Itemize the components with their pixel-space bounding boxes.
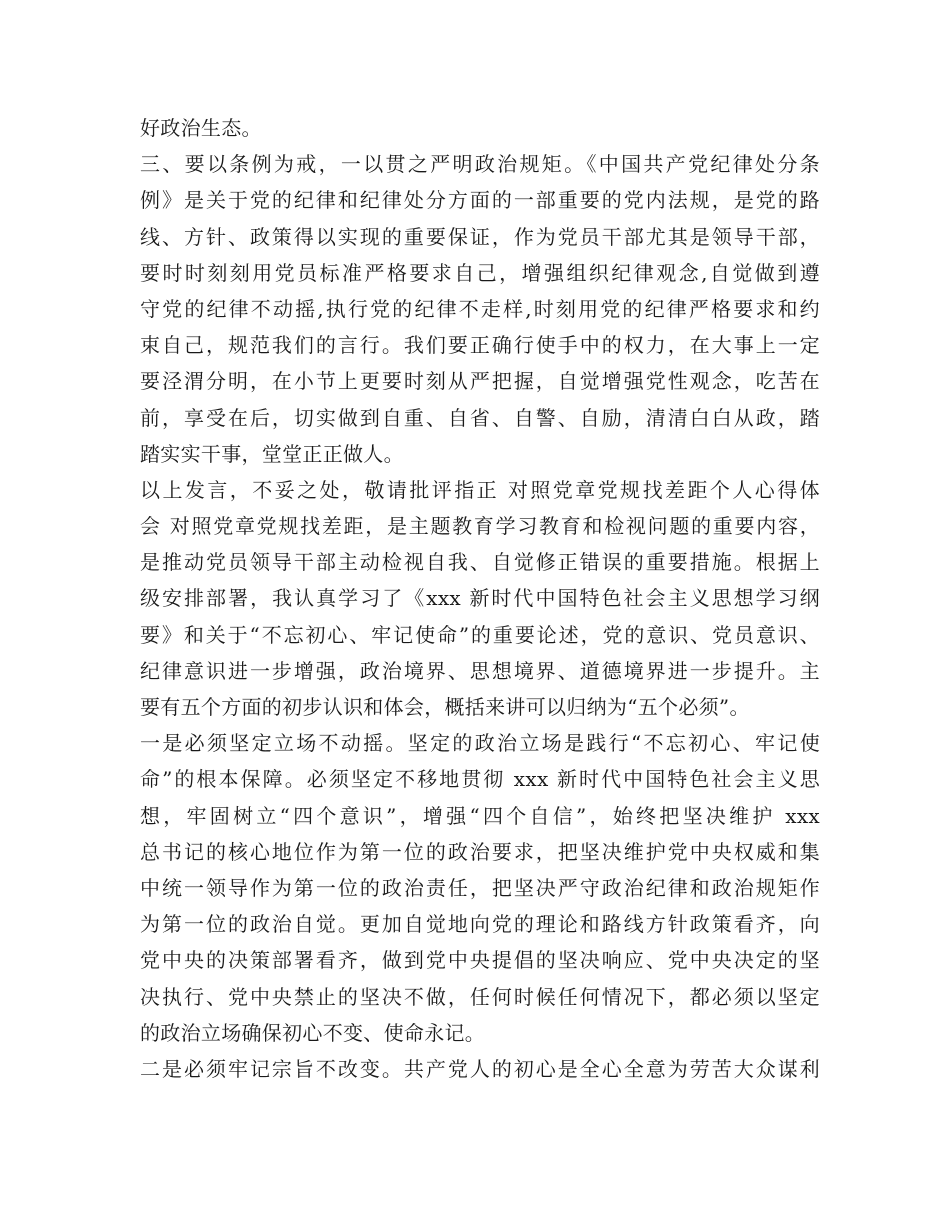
- text-line: 守党的纪律不动摇,执行党的纪律不走样,时刻用党的纪律严格要求和约: [140, 296, 820, 321]
- text-line: 要时时刻刻用党员标准严格要求自己，增强组织纪律观念,自觉做到遵: [140, 260, 820, 285]
- text-line: 三、要以条例为戒，一以贯之严明政治规矩。《中国共产党纪律处分条: [140, 152, 820, 177]
- text-line: 束自己，规范我们的言行。我们要正确行使手中的权力，在大事上一定: [140, 333, 820, 358]
- text-line: 为第一位的政治自觉。更加自觉地向党的理论和路线方针政策看齐，向: [140, 912, 820, 937]
- text-line: 例》是关于党的纪律和纪律处分方面的一部重要的党内法规，是党的路: [140, 188, 820, 213]
- text-line: 二是必须牢记宗旨不改变。共产党人的初心是全心全意为劳苦大众谋利: [140, 1056, 820, 1081]
- text-line: 要泾渭分明，在小节上更要时刻从严把握，自觉增强党性观念，吃苦在: [140, 369, 820, 394]
- text-line: 级安排部署，我认真学习了《xxx 新时代中国特色社会主义思想学习纲: [140, 586, 820, 611]
- text-line: 党中央的决策部署看齐，做到党中央提倡的坚决响应、党中央决定的坚: [140, 948, 820, 973]
- text-line: 线、方针、政策得以实现的重要保证，作为党员干部尤其是领导干部，: [140, 224, 820, 249]
- text-line: 会 对照党章党规找差距，是主题教育学习教育和检视问题的重要内容，: [140, 514, 820, 539]
- text-line: 一是必须坚定立场不动摇。坚定的政治立场是践行“不忘初心、牢记使: [140, 731, 820, 756]
- text-line: 总书记的核心地位作为第一位的政治要求，把坚决维护党中央权威和集: [140, 839, 820, 864]
- document-body: [140, 110, 820, 1087]
- text-line: 的政治立场确保初心不变、使命永记。: [140, 1020, 486, 1045]
- text-line: 以上发言，不妥之处，敬请批评指正 对照党章党规找差距个人心得体: [140, 477, 820, 502]
- text-line: 前，享受在后，切实做到自重、自省、自警、自励，清清白白从政，踏: [140, 405, 820, 430]
- text-line: 踏实实干事，堂堂正正做人。: [140, 441, 404, 466]
- text-line: 决执行、党中央禁止的坚决不做，任何时候任何情况下，都必须以坚定: [140, 984, 820, 1009]
- text-line: 要有五个方面的初步认识和体会，概括来讲可以归纳为“五个必须”。: [140, 695, 750, 719]
- text-line: 想，牢固树立“四个意识”，增强“四个自信”，始终把坚决维护 xxx: [140, 803, 820, 828]
- text-line: 好政治生态。: [140, 116, 262, 140]
- text-line: 要》和关于“不忘初心、牢记使命”的重要论述，党的意识、党员意识、: [140, 622, 820, 647]
- text-line: 命”的根本保障。必须坚定不移地贯彻 xxx 新时代中国特色社会主义思: [140, 767, 820, 792]
- text-line: 纪律意识进一步增强，政治境界、思想境界、道德境界进一步提升。主: [140, 658, 820, 683]
- text-line: 中统一领导作为第一位的政治责任，把坚决严守政治纪律和政治规矩作: [140, 875, 820, 900]
- text-line: 是推动党员领导干部主动检视自我、自觉修正错误的重要措施。根据上: [140, 550, 820, 575]
